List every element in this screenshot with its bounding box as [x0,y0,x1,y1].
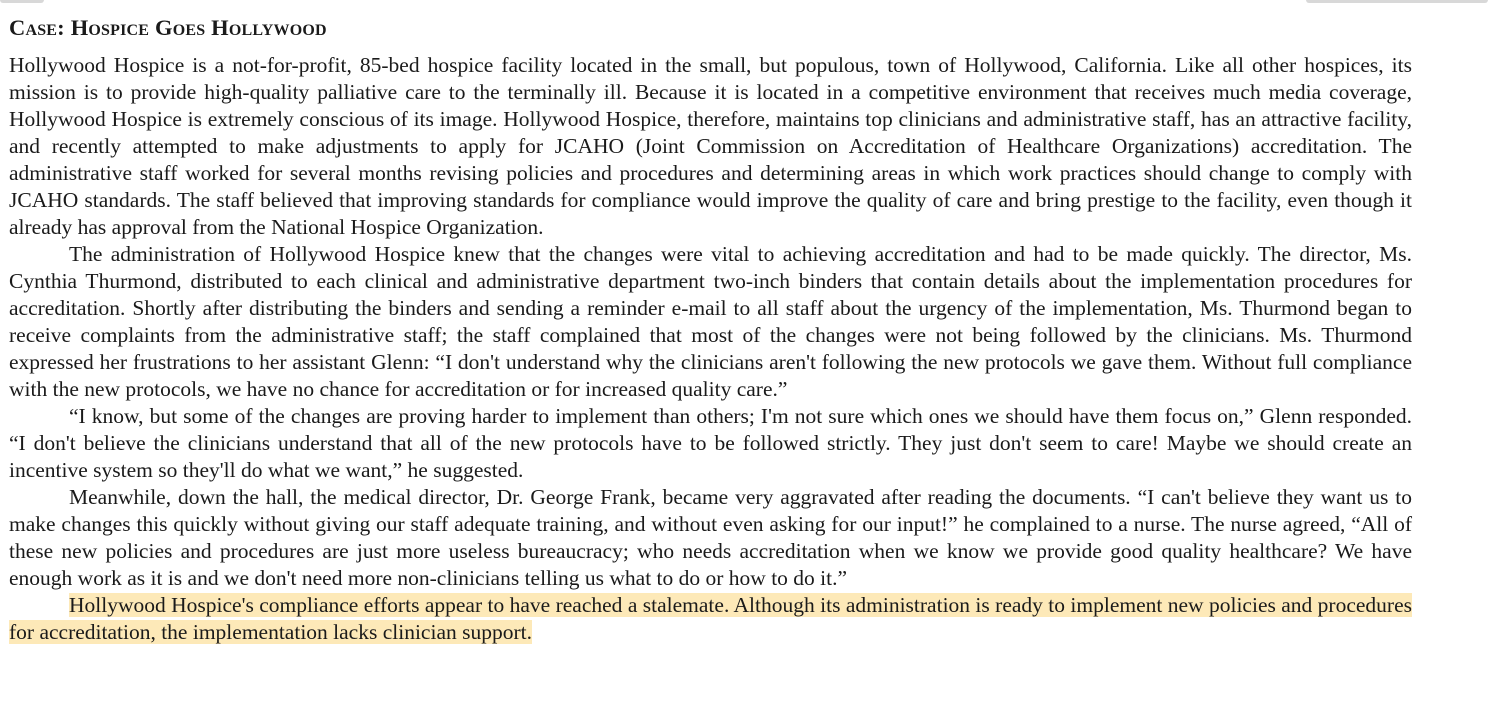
paragraph-medical-director: Meanwhile, down the hall, the medical director, Dr. George Frank, became very aggravated after reading the documents. “I can't believe they want us to make changes this quickly without giving our staff adequate training, and without even asking for our input!” he complained to a nurse. The nurse agreed, “All of these new policies and procedures are just more useless bureaucracy; who needs accreditation when we know we provide good quality healthcare? We have enough work as it is and we don't need more non-clinicians telling us what to do or how to do it.” [9,485,1412,590]
highlighted-text[interactable]: Hollywood Hospice's compliance efforts appear to have reached a stalemate. Although its administration is ready to implement new policies and procedures for accreditation, the implementation lacks clinician support. [9,593,1412,644]
paragraph-glenn-response: “I know, but some of the changes are proving harder to implement than others; I'm not sure which ones we should have them focus on,” Glenn responded. “I don't believe the clinicians understand that all of the new protocols have to be followed strictly. They just don't seem to care! Maybe we should create an incentive system so they'll do what we want,” he suggested. [9,404,1412,482]
top-edge-left [0,0,44,3]
case-title: Case: Hospice Goes Hollywood [9,15,327,40]
document-body [9,14,1412,646]
paragraph-administration: The administration of Hollywood Hospice knew that the changes were vital to achieving accreditation and had to be made quickly. The director, Ms. Cynthia Thurmond, distributed to each clinical and administrative department two-inch binders that contain details about the implementation procedures for accreditation. Shortly after distributing the binders and sending a reminder e-mail to all staff about the urgency of the implementation, Ms. Thurmond began to receive complaints from the administrative staff; the staff complained that most of the changes were not being followed by the clinicians. Ms. Thurmond expressed her frustrations to her assistant Glenn: “I don't understand why the clinicians aren't following the new protocols we gave them. Without full compliance with the new protocols, we have no chance for accreditation or for increased quality care.” [9,242,1412,401]
top-edge-right [1306,0,1488,3]
paragraph-intro: Hollywood Hospice is a not-for-profit, 85-bed hospice facility located in the small, but populous, town of Hollywood, California. Like all other hospices, its mission is to provide high-quality palliative care to the terminally ill. Because it is located in a competitive environment that receives much media coverage, Hollywood Hospice is extremely conscious of its image. Hollywood Hospice, therefore, maintains top clinicians and administrative staff, has an attractive facility, and recently attempted to make adjustments to apply for JCAHO (Joint Commission on Accreditation of Healthcare Organizations) accreditation. The administrative staff worked for several months revising policies and procedures and determining areas in which work practices should change to comply with JCAHO standards. The staff believed that improving standards for compliance would improve the quality of care and bring prestige to the facility, even though it already has approval from the National Hospice Organization. [9,53,1412,239]
paragraph-stalemate [9,592,1412,646]
